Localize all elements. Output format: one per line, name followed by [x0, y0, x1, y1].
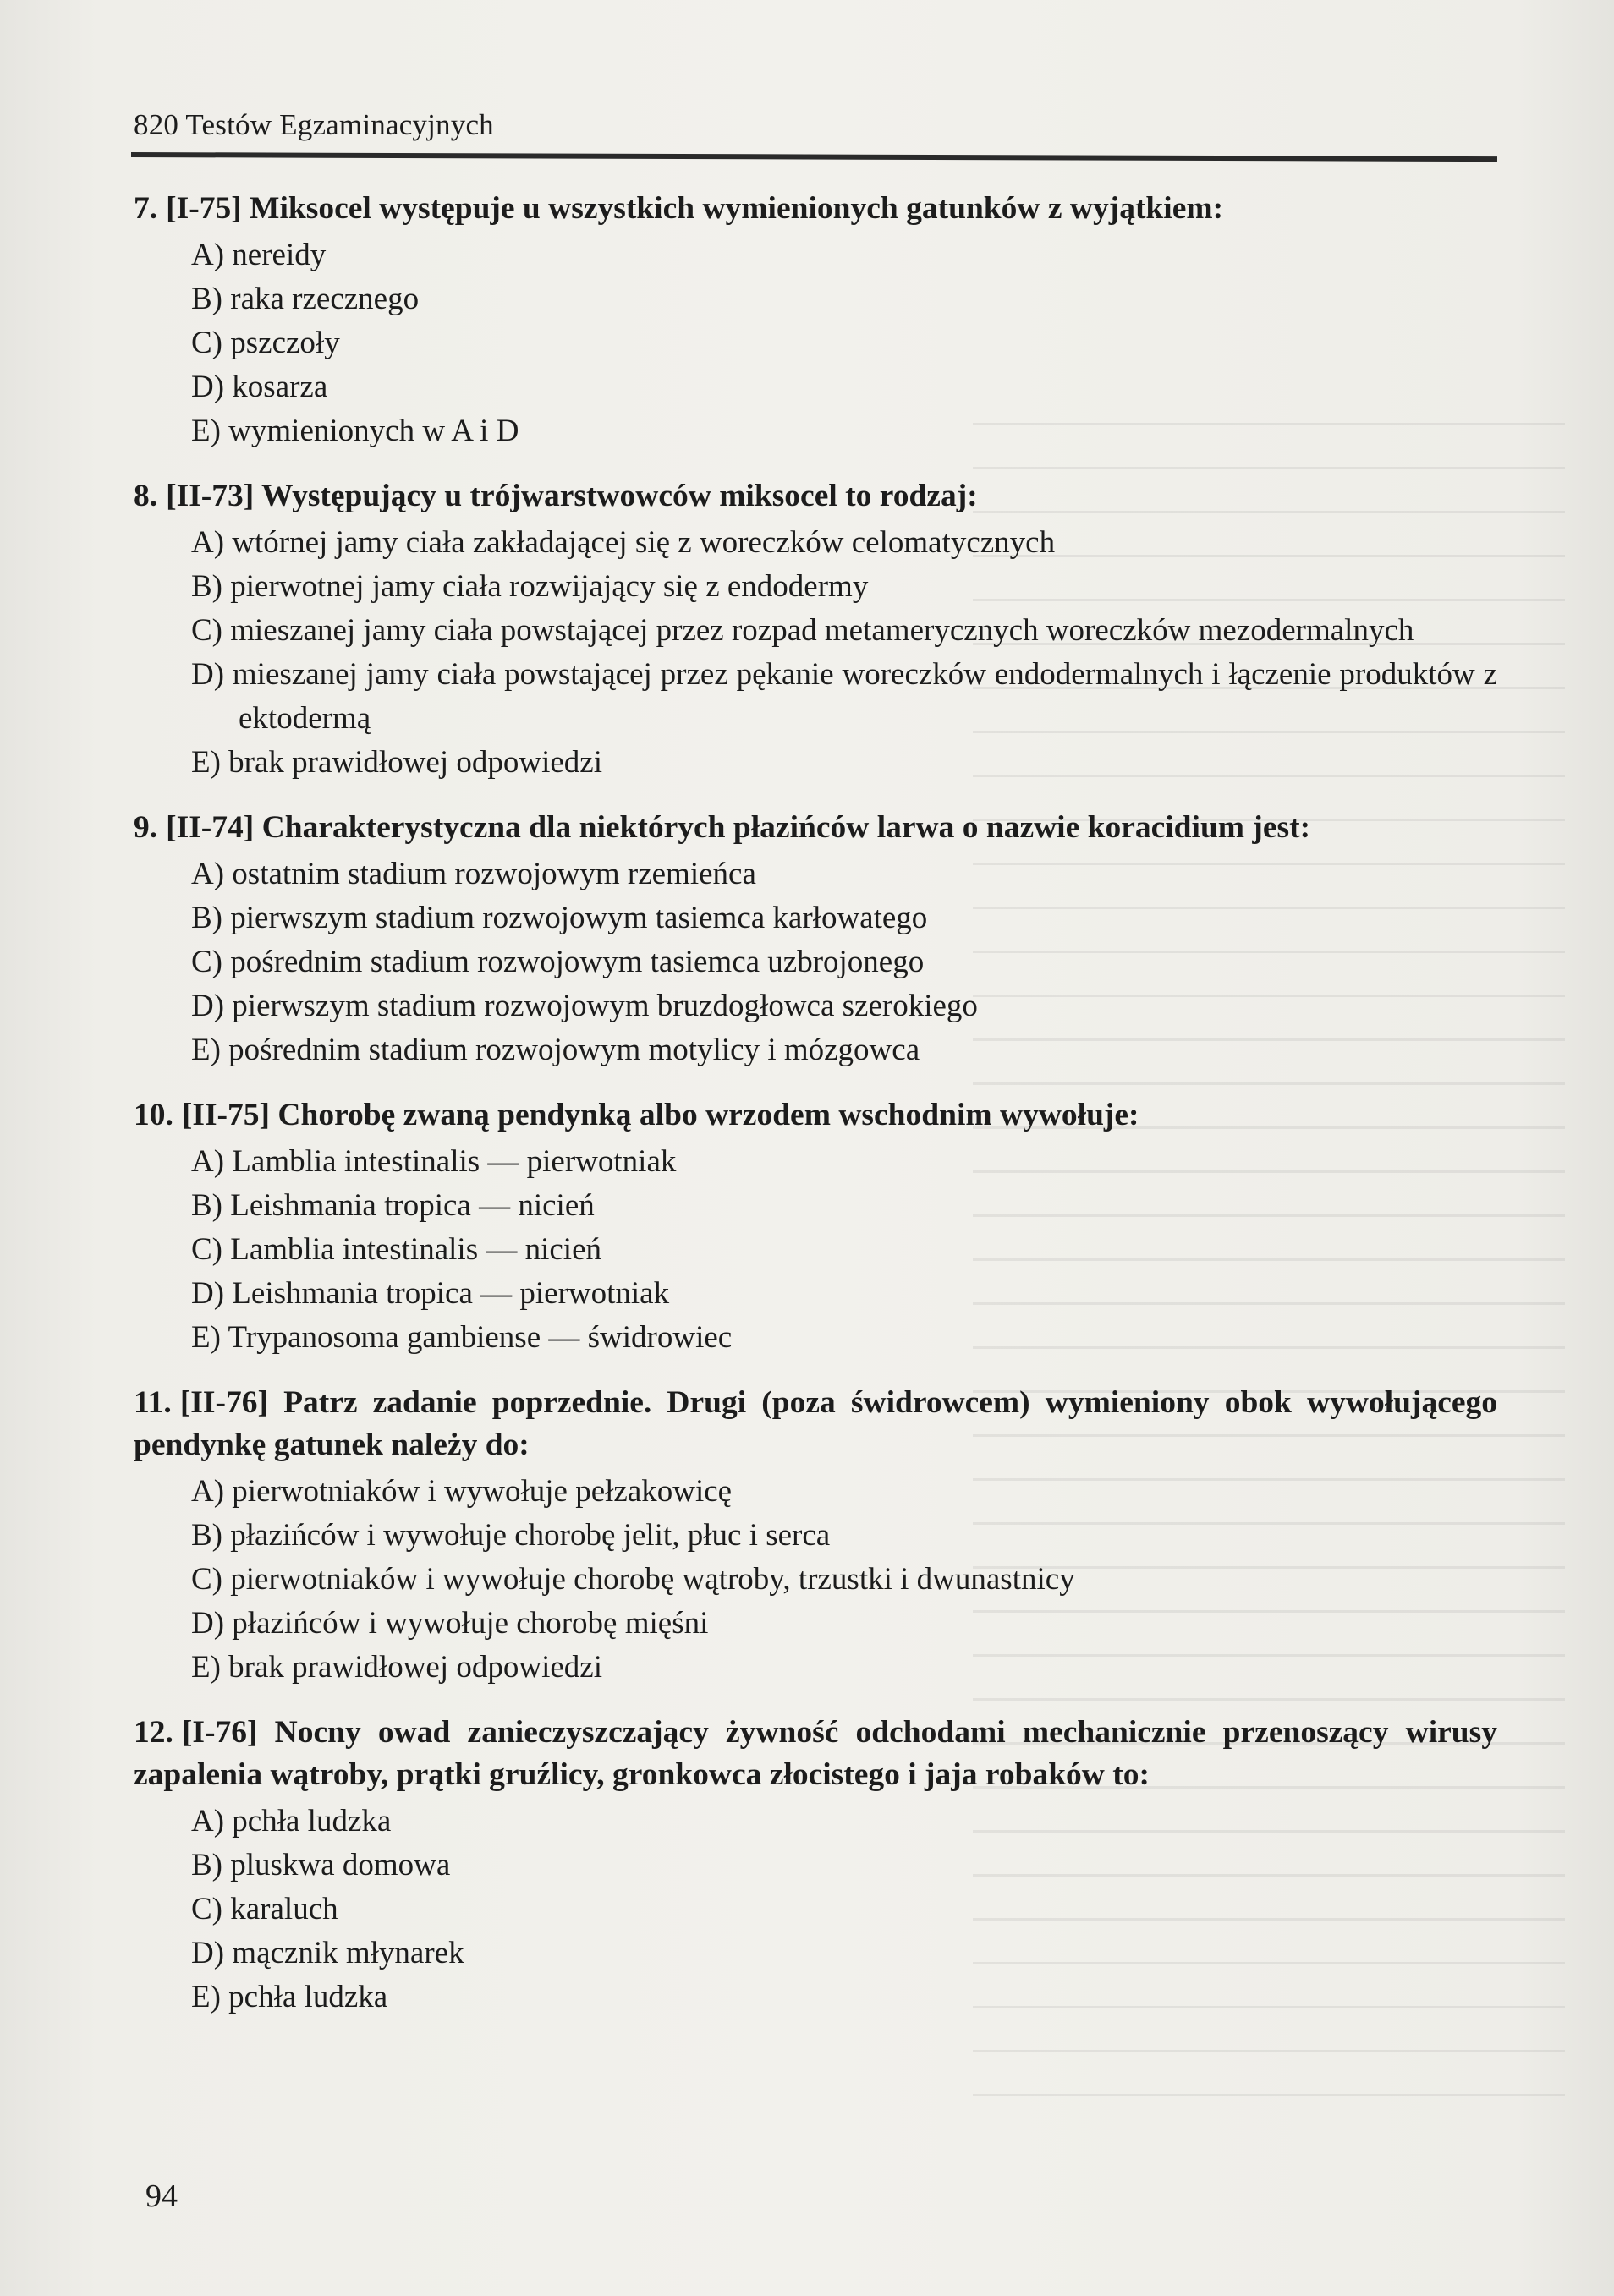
answer-option: B) pierwotnej jamy ciała rozwijający się z endodermy [191, 569, 869, 604]
question-number: 11. [134, 1385, 172, 1420]
answer-list [134, 521, 1497, 785]
answer-option: E) pchła ludzka [191, 1980, 388, 2014]
answer-option: A) wtórnej jamy ciała zakładającej się z woreczków celomatycznych [191, 525, 1056, 560]
answer-list [134, 1470, 1497, 1690]
answer-option: E) wymienionych w A i D [191, 414, 519, 448]
header-rule [131, 152, 1497, 162]
question-title [134, 475, 1497, 518]
question-title [134, 807, 1497, 849]
question-block [134, 188, 1497, 453]
answer-option: D) mącznik młynarek [191, 1936, 464, 1970]
answer-list [134, 852, 1497, 1072]
question-block [134, 475, 1497, 785]
question-text: [II-73] Występujący u trójwarstwowców miksocel to rodzaj: [166, 479, 978, 513]
answer-list [134, 233, 1497, 453]
answer-option: A) pierwotniaków i wywołuje pełzakowicę [191, 1474, 733, 1509]
question-block [134, 1094, 1497, 1360]
question-number: 12. [134, 1715, 173, 1750]
answer-list [134, 1140, 1497, 1360]
answer-option: C) mieszanej jamy ciała powstającej przez rozpad metamerycznych woreczków mezodermalnych [191, 613, 1414, 648]
answer-option: A) nereidy [191, 238, 327, 272]
page-number: 94 [145, 2178, 178, 2214]
question-text: [I-76] Nocny owad zanieczyszczający żywność odchodami mechanicznie przenoszący wirusy zapalenia wątroby, prątki gruźlicy, gronkowca złocistego i jaja robaków to: [134, 1715, 1497, 1792]
answer-option: E) brak prawidłowej odpowiedzi [191, 1650, 602, 1685]
answer-option: E) pośrednim stadium rozwojowym motylicy i mózgowca [191, 1033, 920, 1067]
answer-option: D) pierwszym stadium rozwojowym bruzdogłowca szerokiego [191, 989, 978, 1023]
answer-option: B) płazińców i wywołuje chorobę jelit, płuc i serca [191, 1518, 831, 1553]
answer-option: C) Lamblia intestinalis — nicień [191, 1232, 602, 1267]
answer-option: A) Lamblia intestinalis — pierwotniak [191, 1144, 677, 1179]
question-list [134, 188, 1497, 2041]
question-number: 9. [134, 810, 158, 845]
answer-list [134, 1800, 1497, 2019]
answer-option: D) mieszanej jamy ciała powstającej przez pękanie woreczków endodermalnych i łączenie produktów z ektodermą [191, 657, 1497, 736]
question-block [134, 1712, 1497, 2019]
question-number: 8. [134, 479, 158, 513]
answer-option: D) kosarza [191, 370, 328, 404]
answer-option: D) płazińców i wywołuje chorobę mięśni [191, 1606, 709, 1641]
answer-option: D) Leishmania tropica — pierwotniak [191, 1276, 670, 1311]
question-number: 10. [134, 1098, 173, 1132]
answer-option: B) raka rzecznego [191, 282, 420, 316]
question-title [134, 188, 1497, 230]
answer-option: B) pierwszym stadium rozwojowym tasiemca karłowatego [191, 901, 928, 935]
answer-option: E) Trypanosoma gambiense — świdrowiec [191, 1320, 733, 1355]
question-text: [II-76] Patrz zadanie poprzednie. Drugi (poza świdrowcem) wymieniony obok wywołującego pendynkę gatunek należy do: [134, 1385, 1497, 1462]
question-block [134, 1382, 1497, 1690]
answer-option: E) brak prawidłowej odpowiedzi [191, 745, 602, 780]
question-number: 7. [134, 191, 158, 226]
running-header: 820 Testów Egzaminacyjnych [134, 108, 494, 141]
question-text: [II-75] Chorobę zwaną pendynką albo wrzodem wschodnim wywołuje: [181, 1098, 1139, 1132]
question-title [134, 1382, 1497, 1466]
answer-option: A) ostatnim stadium rozwojowym rzemieńca [191, 857, 756, 891]
answer-option: B) pluskwa domowa [191, 1848, 451, 1882]
question-text: [I-75] Miksocel występuje u wszystkich wymienionych gatunków z wyjątkiem: [166, 191, 1224, 226]
answer-option: A) pchła ludzka [191, 1804, 392, 1838]
answer-option: C) pszczoły [191, 326, 340, 360]
answer-option: C) karaluch [191, 1892, 338, 1926]
question-title [134, 1712, 1497, 1796]
answer-option: C) pierwotniaków i wywołuje chorobę wątroby, trzustki i dwunastnicy [191, 1562, 1075, 1597]
question-block [134, 807, 1497, 1072]
question-title [134, 1094, 1497, 1137]
question-text: [II-74] Charakterystyczna dla niektórych płazińców larwa o nazwie koracidium jest: [166, 810, 1311, 845]
answer-option: C) pośrednim stadium rozwojowym tasiemca uzbrojonego [191, 945, 925, 979]
answer-option: B) Leishmania tropica — nicień [191, 1188, 595, 1223]
